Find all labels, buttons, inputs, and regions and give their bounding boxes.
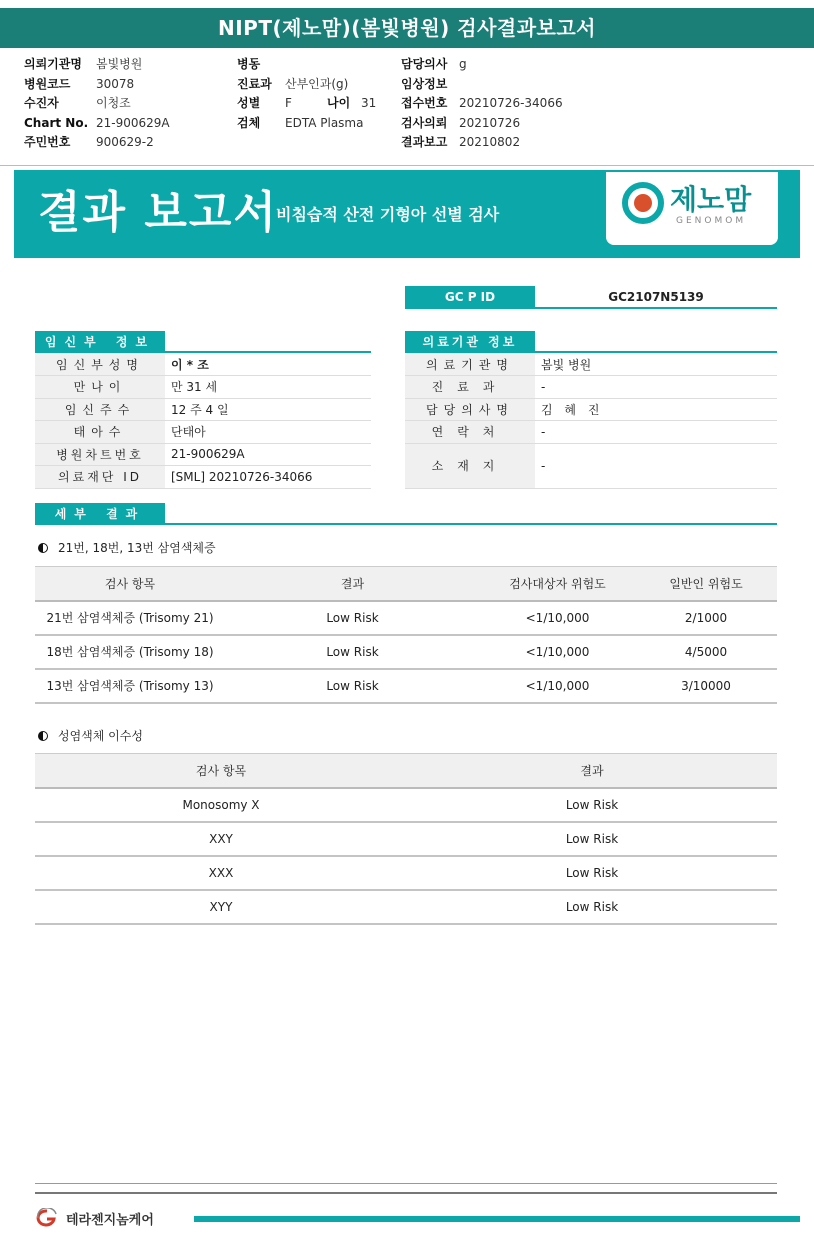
column-header: 검사대상자 위험도 — [480, 567, 635, 601]
info-value: - — [535, 443, 777, 488]
section-sex-chromosome — [38, 727, 143, 744]
header-value: 산부인과(g) — [285, 76, 349, 91]
header-row — [237, 94, 376, 114]
section-title: 성염색체 이수성 — [58, 729, 143, 743]
header-key: Chart No. — [24, 115, 89, 130]
header-row — [401, 55, 563, 75]
info-value: - — [535, 376, 777, 399]
table-row — [405, 353, 777, 376]
info-key: 연락처 — [405, 421, 535, 444]
cell: <1/10,000 — [480, 601, 635, 635]
hospital-info-table — [405, 353, 777, 489]
cell: Low Risk — [407, 856, 777, 890]
header-value: g — [459, 57, 467, 71]
hospital-info-title: 의료기관 정보 — [405, 331, 535, 353]
logo-subtext: GENOMOM — [676, 216, 747, 226]
hospital-info-header — [405, 331, 777, 353]
table-row — [405, 376, 777, 399]
table-row — [35, 635, 777, 669]
header-key: 담당의사 — [401, 57, 448, 71]
detail-results-header — [35, 503, 777, 525]
cell: 21번 삼염색체증 (Trisomy 21) — [35, 601, 225, 635]
table-row — [35, 466, 371, 489]
header-col2 — [237, 55, 376, 133]
info-value: 단태아 — [165, 421, 371, 444]
trisomy-table — [35, 566, 777, 704]
info-key: 담당의사명 — [405, 398, 535, 421]
table-row — [35, 822, 777, 856]
info-key: 진료과 — [405, 376, 535, 399]
info-key: 임신주수 — [35, 398, 165, 421]
info-value: 봄빛 병원 — [535, 353, 777, 376]
gcp-id-box — [405, 286, 777, 309]
table-row — [405, 421, 777, 444]
header-key: 임상정보 — [401, 76, 448, 91]
cell: 4/5000 — [635, 635, 777, 669]
footer-divider — [35, 1183, 777, 1184]
logo-text: 제노맘 — [670, 183, 752, 216]
header-value: EDTA Plasma — [285, 115, 364, 130]
info-value: [SML] 20210726-34066 — [165, 466, 371, 489]
header-col3 — [401, 55, 563, 153]
info-value: 김 혜 진 — [535, 398, 777, 421]
info-key: 만나이 — [35, 376, 165, 399]
age-label: 나이 — [327, 96, 351, 110]
header-row — [237, 75, 376, 95]
header-key: 접수번호 — [401, 96, 448, 110]
half-circle-icon — [38, 543, 48, 553]
header-row — [401, 94, 563, 114]
table-row — [35, 601, 777, 635]
patient-info-header — [35, 331, 371, 353]
cell: Low Risk — [407, 890, 777, 924]
footer-divider — [35, 1192, 777, 1194]
sex-chromosome-table — [35, 753, 777, 925]
header-key: 성별 — [237, 96, 261, 110]
logo-dot-icon — [634, 194, 652, 212]
table-row — [405, 398, 777, 421]
detail-results-title: 세부 결과 — [35, 503, 165, 525]
cell: XXX — [35, 856, 407, 890]
header-value: 30078 — [96, 76, 135, 91]
section-trisomy — [38, 539, 216, 556]
header-key: 병동 — [237, 57, 261, 71]
column-header: 결과 — [407, 754, 777, 788]
cell: 18번 삼염색체증 (Trisomy 18) — [35, 635, 225, 669]
info-value: 12 주 4 일 — [165, 398, 371, 421]
header-row — [237, 55, 376, 75]
header-row — [401, 133, 563, 153]
half-circle-icon — [38, 731, 48, 741]
header-value: 봄빛병원 — [96, 57, 143, 71]
header-row — [401, 114, 563, 134]
cell: XXY — [35, 822, 407, 856]
company-logo — [32, 1208, 154, 1228]
patient-info-table — [35, 353, 371, 489]
column-header: 검사 항목 — [35, 754, 407, 788]
cell: <1/10,000 — [480, 635, 635, 669]
header-value: 20210726-34066 — [459, 96, 563, 110]
g-logo-icon — [32, 1208, 62, 1228]
header-value: 21-900629A — [96, 115, 170, 130]
header-row — [401, 75, 563, 95]
info-key: 임신부성명 — [35, 353, 165, 376]
header-key: 주민번호 — [24, 135, 71, 149]
company-name: 테라젠지놈케어 — [66, 1212, 154, 1228]
info-value: 이 * 조 — [165, 353, 371, 376]
column-header: 일반인 위험도 — [635, 567, 777, 601]
gcp-id-value: GC2107N5139 — [608, 290, 704, 304]
table-row — [35, 376, 371, 399]
header-key: 검사의뢰 — [401, 115, 448, 130]
header-value: F — [285, 96, 292, 110]
table-row — [35, 788, 777, 822]
header-value: 20210802 — [459, 135, 521, 149]
column-header: 결과 — [225, 567, 480, 601]
cell: Low Risk — [225, 635, 480, 669]
header-key: 수진자 — [24, 96, 59, 110]
genomom-logo — [606, 172, 778, 245]
cell: <1/10,000 — [480, 669, 635, 703]
column-header: 검사 항목 — [35, 567, 225, 601]
header-value: 900629-2 — [96, 135, 154, 149]
patient-info-title: 임신부 정보 — [35, 331, 165, 353]
header-row — [24, 55, 170, 75]
footer-bar — [194, 1216, 800, 1222]
table-row — [35, 669, 777, 703]
gcp-id-label: GC P ID — [405, 286, 535, 307]
header-key: 병원코드 — [24, 76, 71, 91]
header-value: 20210726 — [459, 115, 521, 130]
info-key: 의료기관명 — [405, 353, 535, 376]
header-value: 이청조 — [96, 96, 131, 110]
info-value: - — [535, 421, 777, 444]
cell: Monosomy X — [35, 788, 407, 822]
section-title: 21번, 18번, 13번 삼염색체증 — [58, 541, 216, 555]
banner-subtitle: 비침습적 산전 기형아 선별 검사 — [276, 205, 500, 224]
table-row — [35, 443, 371, 466]
table-row — [35, 421, 371, 444]
cell: 13번 삼염색체증 (Trisomy 13) — [35, 669, 225, 703]
table-row — [35, 353, 371, 376]
header-col1 — [24, 55, 170, 153]
cell: XYY — [35, 890, 407, 924]
cell: Low Risk — [407, 788, 777, 822]
cell: Low Risk — [225, 601, 480, 635]
table-header-row — [35, 754, 777, 788]
cell: Low Risk — [407, 822, 777, 856]
report-banner — [14, 170, 800, 258]
table-row — [35, 398, 371, 421]
info-value: 만 31 세 — [165, 376, 371, 399]
header-row — [24, 114, 170, 134]
cell: Low Risk — [225, 669, 480, 703]
cell: 3/10000 — [635, 669, 777, 703]
header-key: 진료과 — [237, 76, 272, 91]
header-key: 의뢰기관명 — [24, 57, 82, 71]
cell: 2/1000 — [635, 601, 777, 635]
header-row — [24, 133, 170, 153]
table-row — [35, 856, 777, 890]
info-key: 태아수 — [35, 421, 165, 444]
info-key: 병원차트번호 — [35, 443, 165, 466]
header-row — [237, 114, 376, 134]
header-key: 결과보고 — [401, 135, 448, 149]
banner-title: 결과 보고서 — [38, 187, 278, 238]
info-key: 의료재단 ID — [35, 466, 165, 489]
table-row — [405, 443, 777, 488]
report-title: NIPT(제노맘)(봄빛병원) 검사결과보고서 — [0, 8, 814, 48]
header-key: 검체 — [237, 115, 261, 130]
info-value: 21-900629A — [165, 443, 371, 466]
info-key: 소재지 — [405, 443, 535, 488]
header-row — [24, 94, 170, 114]
table-header-row — [35, 567, 777, 601]
age-value: 31 — [361, 96, 377, 110]
header-row — [24, 75, 170, 95]
table-row — [35, 890, 777, 924]
divider — [0, 165, 814, 166]
